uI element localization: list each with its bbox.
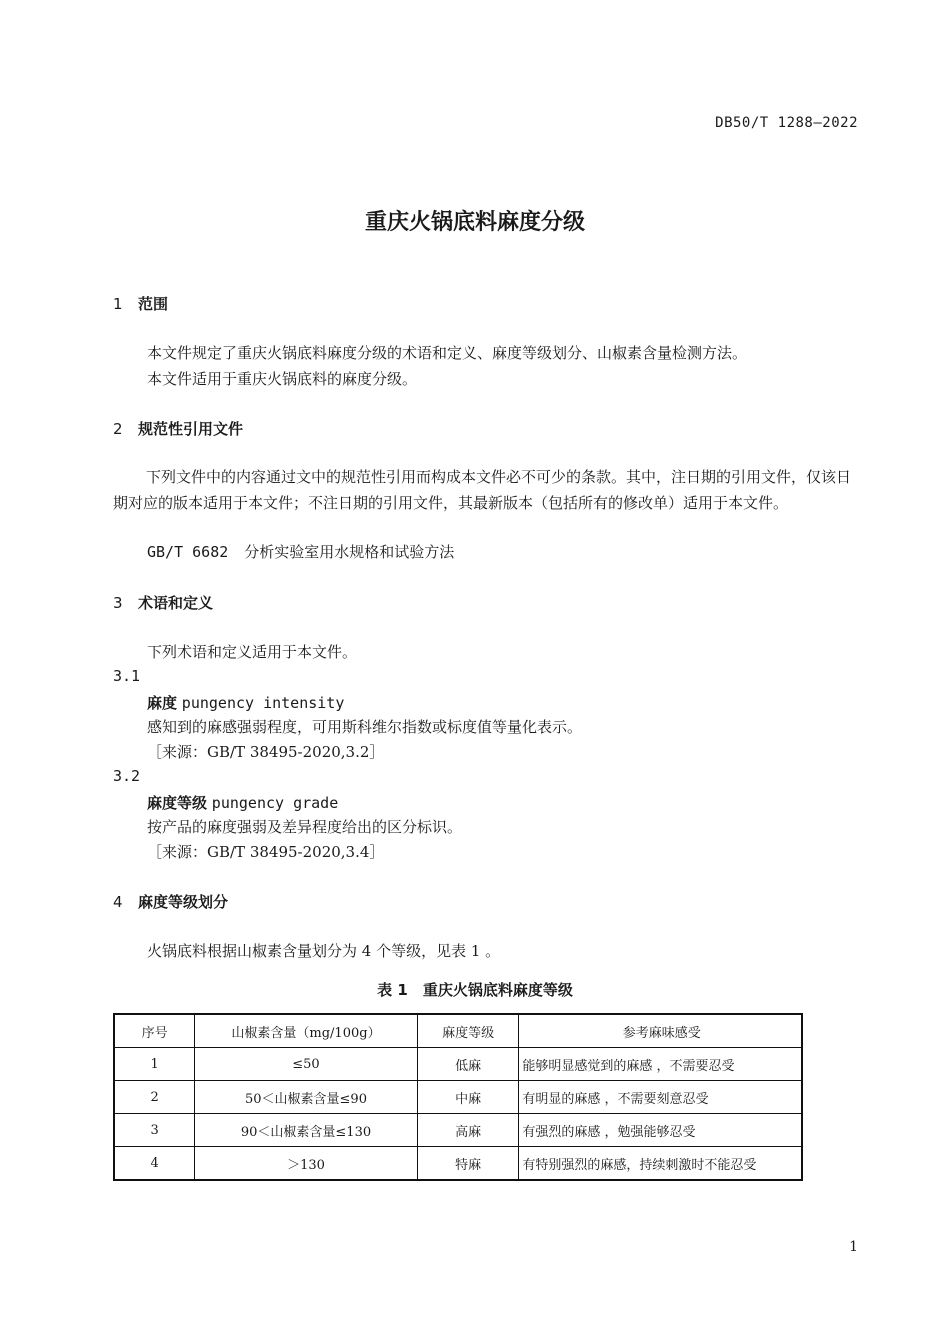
section-2-para-1: 下列文件中的内容通过文中的规范性引用而构成本文件必不可少的条款。其中，注日期的引用文件，仅该日期对应的版本适用于本文件；不注日期的引用文件，其最新版本（包括所有的修改单）适用于本文件。 [113, 468, 852, 512]
table-cell: 4 [114, 1147, 195, 1181]
document-title: 重庆火锅底料麻度分级 [364, 210, 585, 235]
section-title: 范围 [138, 295, 169, 313]
section-title: 术语和定义 [138, 594, 214, 612]
section-1-para-2: 本文件适用于重庆火锅底料的麻度分级。 [147, 370, 418, 388]
term-3-1-source: ［来源：GB/T 38495-2020,3.2］ [147, 743, 385, 761]
table-cell: 有明显的麻感 ，不需要刻意忍受 [519, 1081, 802, 1114]
term-3-1-definition: 感知到的麻感强弱程度，可用斯科维尔指数或标度值等量化表示。 [147, 718, 583, 736]
term-3-1-number: 3.1 [113, 667, 141, 685]
table-cell: 中麻 [417, 1081, 519, 1114]
table-cell: 低麻 [417, 1048, 519, 1081]
section-2-heading [113, 418, 243, 439]
table-cell: 3 [114, 1114, 195, 1147]
table-cell: 有特别强烈的麻感，持续刺激时不能忍受 [519, 1147, 802, 1181]
pungency-grade-table [113, 1013, 803, 1181]
term-3-2-definition: 按产品的麻度强弱及差异程度给出的区分标识。 [147, 818, 463, 836]
table-row [114, 1114, 802, 1147]
reference-title: 分析实验室用水规格和试验方法 [244, 543, 455, 561]
table-row [114, 1147, 802, 1181]
term-en: pungency grade [211, 794, 339, 812]
term-3-1-name [147, 692, 344, 713]
term-3-2-source: ［来源：GB/T 38495-2020,3.4］ [147, 843, 385, 861]
header-cell: 山椒素含量（mg/100g） [195, 1014, 417, 1048]
section-number: 1 [113, 295, 123, 313]
term-zh: 麻度等级 [147, 794, 208, 812]
header-cell: 麻度等级 [417, 1014, 519, 1048]
table-cell: 1 [114, 1048, 195, 1081]
section-4-heading [113, 891, 228, 912]
section-1-para-1: 本文件规定了重庆火锅底料麻度分级的术语和定义、麻度等级划分、山椒素含量检测方法。 [147, 344, 748, 362]
normative-reference [147, 541, 454, 562]
section-number: 4 [113, 893, 123, 911]
header-cell: 序号 [114, 1014, 195, 1048]
table-cell: ＞130 [195, 1147, 417, 1181]
table-cell: 特麻 [417, 1147, 519, 1181]
section-1-heading [113, 293, 168, 314]
table-row [114, 1048, 802, 1081]
section-3-heading [113, 592, 213, 613]
term-3-2-number: 3.2 [113, 767, 141, 785]
table-header-row [114, 1014, 802, 1048]
table-cell: 90＜山椒素含量≤130 [195, 1114, 417, 1147]
table-cell: 高麻 [417, 1114, 519, 1147]
header-cell: 参考麻味感受 [519, 1014, 802, 1048]
section-title: 规范性引用文件 [138, 420, 244, 438]
term-en: pungency intensity [181, 694, 345, 712]
table-cell: 2 [114, 1081, 195, 1114]
document-code: DB50/T 1288—2022 [715, 115, 858, 131]
table-cell: 50＜山椒素含量≤90 [195, 1081, 417, 1114]
section-title: 麻度等级划分 [138, 893, 229, 911]
section-4-intro: 火锅底料根据山椒素含量划分为 4 个等级，见表 1 。 [147, 942, 501, 960]
table-cell: 有强烈的麻感 ，勉强能够忍受 [519, 1114, 802, 1147]
reference-code: GB/T 6682 [147, 543, 229, 561]
section-3-intro: 下列术语和定义适用于本文件。 [147, 643, 358, 661]
table-cell: 能够明显感觉到的麻感 ，不需要忍受 [519, 1048, 802, 1081]
page-number: 1 [849, 1239, 858, 1255]
table-caption: 表 1 重庆火锅底料麻度等级 [377, 981, 573, 999]
table-cell: ≤50 [195, 1048, 417, 1081]
term-zh: 麻度 [147, 694, 178, 712]
term-3-2-name [147, 792, 338, 813]
section-number: 3 [113, 594, 123, 612]
section-number: 2 [113, 420, 123, 438]
table-row [114, 1081, 802, 1114]
